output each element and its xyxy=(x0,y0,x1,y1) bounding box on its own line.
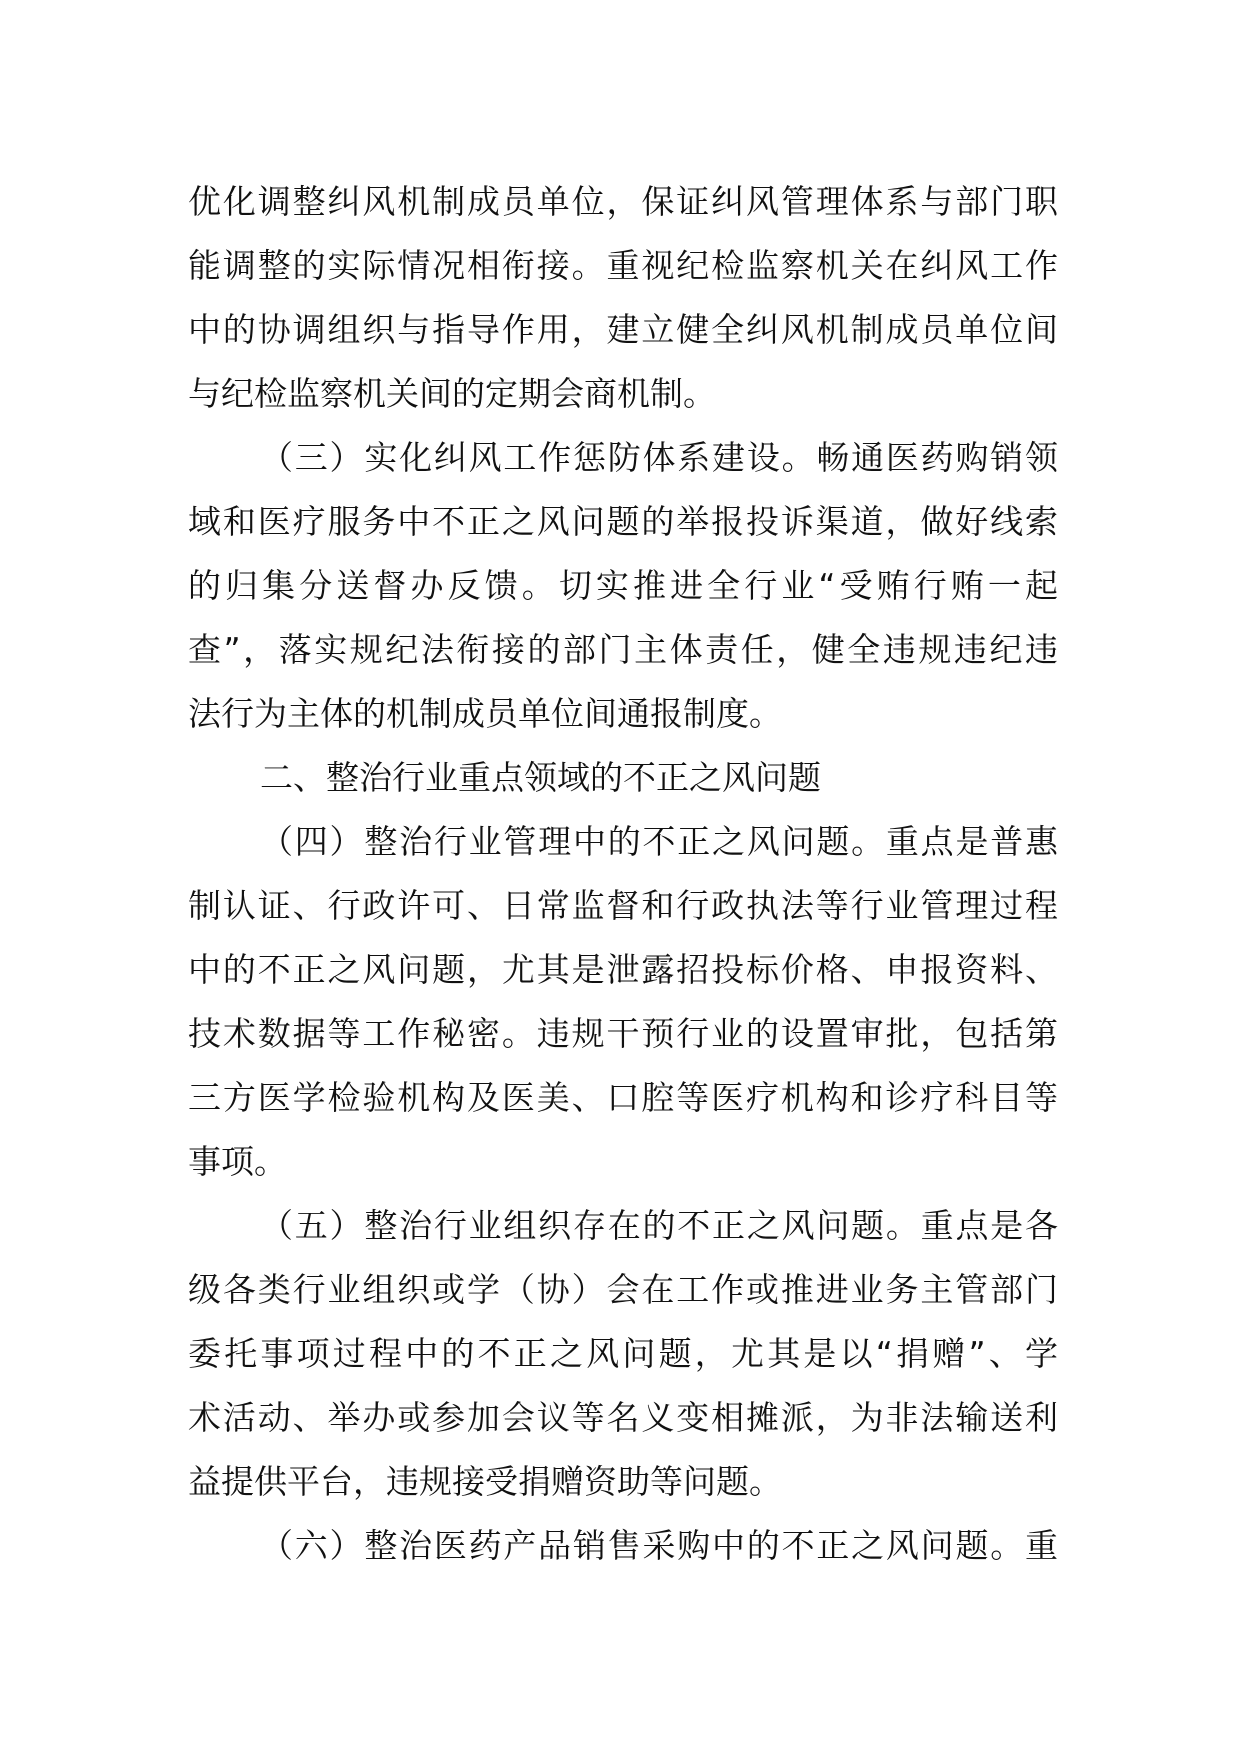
text-line: 技术数据等工作秘密。违规干预行业的设置审批，包括第 xyxy=(188,1014,1058,1053)
text-line: （五）整治行业组织存在的不正之风问题。重点是各 xyxy=(260,1206,1058,1245)
text-line: （三）实化纠风工作惩防体系建设。畅通医药购销领 xyxy=(260,438,1058,477)
document-body xyxy=(188,170,1058,1578)
text-line: 制认证、行政许可、日常监督和行政执法等行业管理过程 xyxy=(188,886,1058,925)
text-line: 域和医疗服务中不正之风问题的举报投诉渠道，做好线索 xyxy=(188,502,1058,541)
text-line: 术活动、举办或参加会议等名义变相摊派，为非法输送利 xyxy=(188,1398,1058,1437)
text-line: 法行为主体的机制成员单位间通报制度。 xyxy=(188,694,782,733)
text-line: 事项。 xyxy=(188,1142,287,1181)
section-heading: 二、整治行业重点领域的不正之风问题 xyxy=(260,758,821,797)
text-line: 三方医学检验机构及医美、口腔等医疗机构和诊疗科目等 xyxy=(188,1078,1058,1117)
text-line: 查”，落实规纪法衔接的部门主体责任，健全违规违纪违 xyxy=(188,630,1058,669)
text-line: 能调整的实际情况相衔接。重视纪检监察机关在纠风工作 xyxy=(188,246,1058,285)
text-line: （六）整治医药产品销售采购中的不正之风问题。重 xyxy=(260,1526,1058,1565)
text-line: 委托事项过程中的不正之风问题，尤其是以“捐赠”、学 xyxy=(188,1334,1058,1373)
text-line: 中的协调组织与指导作用，建立健全纠风机制成员单位间 xyxy=(188,310,1058,349)
text-line: 的归集分送督办反馈。切实推进全行业“受贿行贿一起 xyxy=(188,566,1058,605)
text-line: 优化调整纠风机制成员单位，保证纠风管理体系与部门职 xyxy=(188,182,1058,221)
text-line: 益提供平台，违规接受捐赠资助等问题。 xyxy=(188,1462,782,1501)
text-line: 中的不正之风问题，尤其是泄露招投标价格、申报资料、 xyxy=(188,950,1058,989)
text-line: 与纪检监察机关间的定期会商机制。 xyxy=(188,374,716,413)
text-line: 级各类行业组织或学（协）会在工作或推进业务主管部门 xyxy=(188,1270,1058,1309)
text-line: （四）整治行业管理中的不正之风问题。重点是普惠 xyxy=(260,822,1058,861)
